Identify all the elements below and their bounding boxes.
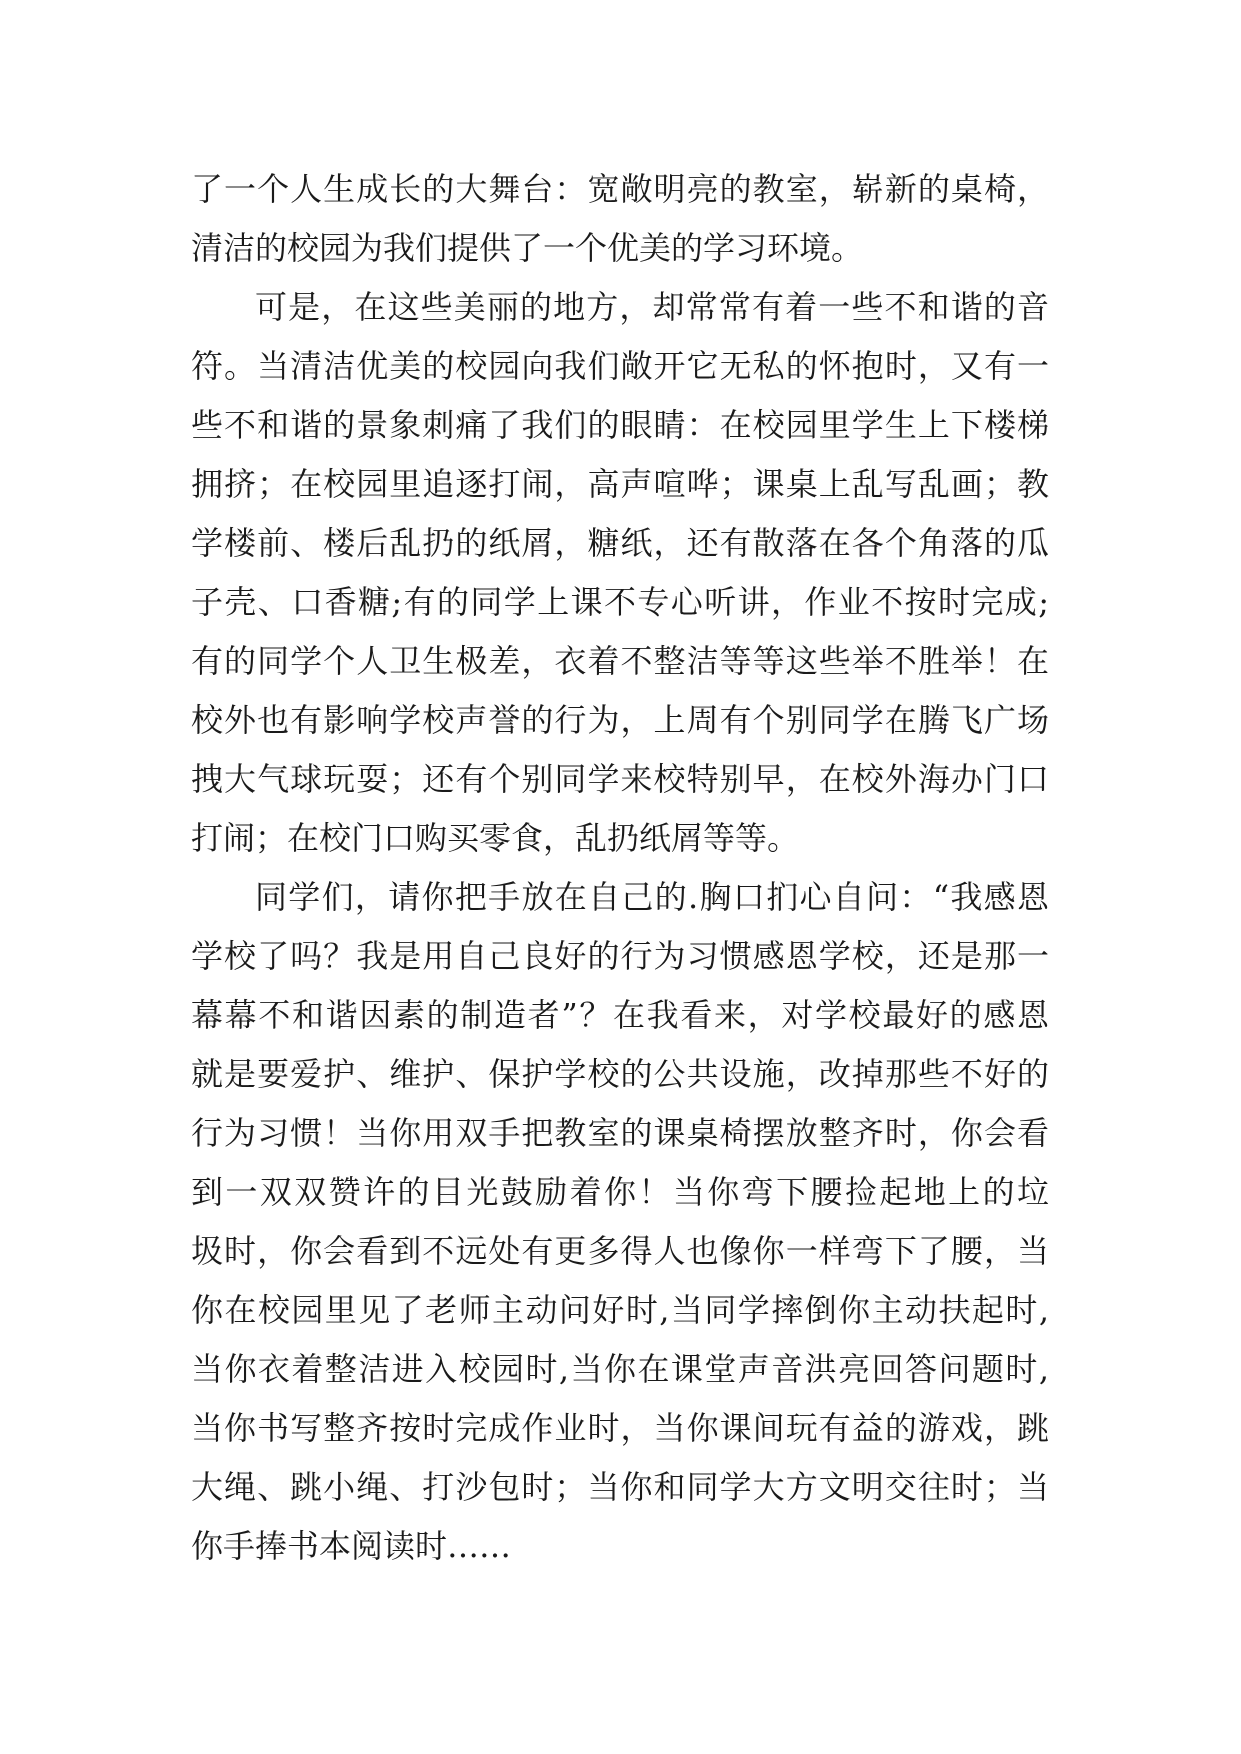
text-line: 清洁的校园为我们提供了一个优美的学习环境。 bbox=[191, 229, 864, 267]
text-line: 就是要爱护、维护、保护学校的公共设施，改掉那些不好的 bbox=[191, 1055, 1049, 1093]
text-line: 符。当清洁优美的校园向我们敞开它无私的怀抱时，又有一 bbox=[191, 347, 1049, 385]
text-line: 打闹；在校门口购买零食，乱扔纸屑等等。 bbox=[191, 819, 800, 857]
paragraph bbox=[191, 278, 1049, 868]
text-line: 到一双双赞许的目光鼓励着你！当你弯下腰捡起地上的垃 bbox=[191, 1173, 1049, 1211]
text-line: 学楼前、楼后乱扔的纸屑，糖纸，还有散落在各个角落的瓜 bbox=[191, 524, 1049, 562]
text-line: 你手捧书本阅读时…… bbox=[191, 1527, 512, 1565]
text-line: 学校了吗？我是用自己良好的行为习惯感恩学校，还是那一 bbox=[191, 937, 1049, 975]
text-line: 拽大气球玩耍；还有个别同学来校特别早，在校外海办门口 bbox=[191, 760, 1049, 798]
text-line: 了一个人生成长的大舞台：宽敞明亮的教室，崭新的桌椅， bbox=[191, 170, 1049, 208]
text-line: 幕幕不和谐因素的制造者”？在我看来，对学校最好的感恩 bbox=[191, 996, 1049, 1034]
text-line: 可是，在这些美丽的地方，却常常有着一些不和谐的音 bbox=[255, 288, 1049, 326]
paragraph bbox=[191, 868, 1049, 1576]
text-line: 大绳、跳小绳、打沙包时；当你和同学大方文明交往时；当 bbox=[191, 1468, 1049, 1506]
body-text bbox=[191, 160, 1049, 1576]
text-line: 拥挤；在校园里追逐打闹，高声喧哗；课桌上乱写乱画；教 bbox=[191, 465, 1049, 503]
text-line: 当你书写整齐按时完成作业时，当你课间玩有益的游戏，跳 bbox=[191, 1409, 1049, 1447]
text-line: 校外也有影响学校声誉的行为，上周有个别同学在腾飞广场 bbox=[191, 701, 1049, 739]
paragraph bbox=[191, 160, 1049, 278]
text-line: 有的同学个人卫生极差，衣着不整洁等等这些举不胜举！在 bbox=[191, 642, 1049, 680]
text-line: 子壳、口香糖;有的同学上课不专心听讲，作业不按时完成; bbox=[191, 583, 1049, 621]
text-line: 圾时，你会看到不远处有更多得人也像你一样弯下了腰，当 bbox=[191, 1232, 1049, 1270]
text-line: 当你衣着整洁进入校园时,当你在课堂声音洪亮回答问题时, bbox=[191, 1350, 1049, 1388]
text-line: 些不和谐的景象刺痛了我们的眼睛：在校园里学生上下楼梯 bbox=[191, 406, 1049, 444]
text-line: 同学们，请你把手放在自己的.胸口扪心自问：“我感恩 bbox=[255, 878, 1049, 916]
text-line: 你在校园里见了老师主动问好时,当同学摔倒你主动扶起时, bbox=[191, 1291, 1049, 1329]
text-line: 行为习惯！当你用双手把教室的课桌椅摆放整齐时，你会看 bbox=[191, 1114, 1049, 1152]
